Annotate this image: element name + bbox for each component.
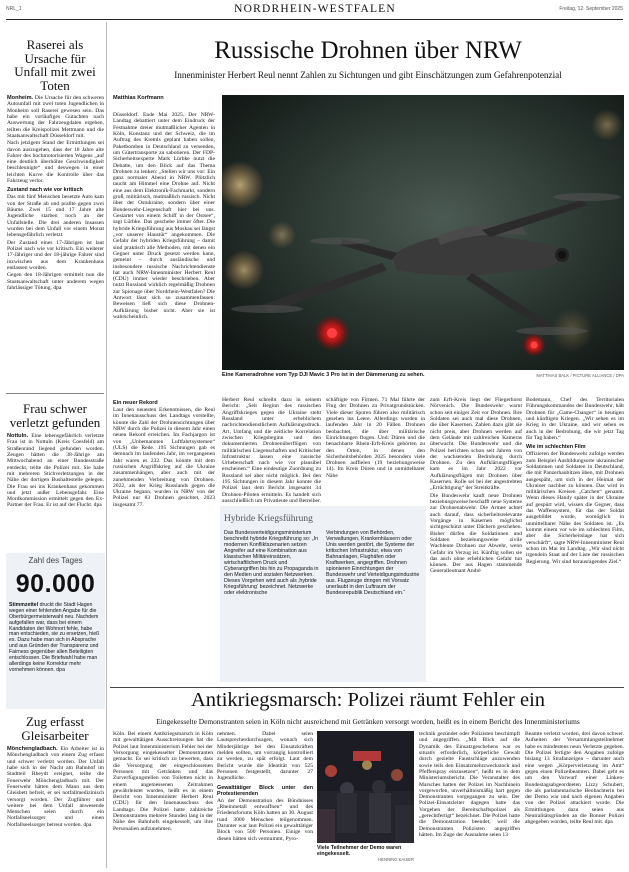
bottom-col-3 bbox=[419, 731, 520, 868]
paragraph: Offizieren der Bundeswehr zufolge werden zum Beispiel Ausbildungsorte ukrainischer Soldatinnen und Soldaten in Deutschland, die mit Panzerhaubitzen üben, mit Drohnen ausgespäht, um sich in der Heimat der Ukrainer nachher zu können. Das wird in militärischen Kreisen „Catchen“ genannt. Wenn dieses Handy später in der Ukraine auf gespürt wird, wissen die Gegner, dass das Waffensystem, für das der Soldat ausgebildet wurde, womöglich in unmittelbarer Nähe des Soldaten ist. „Es kommt einem vor wie im schlechten Film, aber die Sicherheitslage hat sich verschärft“, sagte NRW-Innenminister Reul schon im Mai im Landtag. „Wir sind nicht irgendein Staat auf der Liste der russischen Regierung. Wir sind herausragendes Ziel.“ bbox=[526, 451, 624, 565]
paragraph: Köln. Bei einem Antikriegsmarsch in Köln mit gewalttätigen Ausschreitungen hat die Polizei laut Innenministerium Fehler bei der Versorgung eingekesselter Demonstranten gemacht. Es sei kritisch zu bewerten, dass die Versorgung der eingeschlossenen Personen mit Getränken und das Zurverfügungstellen von Toiletten nicht in einem angemessenen Zeitrahmen gewährleistet wurden, heißt es in einem Bericht von Innenminister Herbert Reul (CDU) für den Innenausschuss des Landtags. Die Polizei hatte zahlreiche Demonstranten mehrere Stunden lang in der Nähe des Bahnhofs eingekesselt, um ihre Personalien aufzunehmen. bbox=[113, 731, 213, 832]
paragraph: Laut den neuesten Erkenntnissen, die Reul im Innenausschuss des Landtags vorstellte, könnte die Zahl der Drohnensichtungen über NRW durch die Polizei in diesem Jahr einen neuen Rekord erreichen. Im Fachjargon ist von „Unbemannten Luftfahrtsystemen“ (ULS) die Rede. 195 Sichtungen gab es demnach im laufenden Jahr, im vergangenen Jahr waren es 232. Das könnte mit dem russischen Angriffskrieg auf die Ukraine zusammenhängen, aber auch mit der zunehmenden Verbreitung von Drohnen. 2022, als der Krieg Russlands gegen die Ukraine begann, wurden in NRW von der Polizei nur 83 Drohnen gesichtet, 2023 insgesamt 77. bbox=[113, 407, 215, 508]
photo-caption: Eine Kameradrohne vom Typ DJI Mavic 3 Pro ist in der Dämmerung zu sehen. bbox=[222, 372, 425, 378]
main-headline: Russische Drohnen über NRW bbox=[214, 37, 522, 64]
issue-date: Freitag, 12. September 2025 bbox=[559, 6, 623, 12]
story-frau-body bbox=[7, 433, 104, 545]
paragraph: nehmen. Dabei seien Lautsprecherdurchsagen, wonach sich Minderjährige bei den Einsatzkräften melden sollten, um vorrangig kontrolliert zu werden, zu spät erfolgt. Laut dem Bericht wurde die Identität von 525 Personen festgestellt, darunter 27 Jugendliche. bbox=[217, 731, 313, 782]
zahl-lead: Stimmzettel bbox=[9, 602, 39, 608]
paragraph: Bodemann, Chef des Territorialen Führungskommandos der Bundeswehr, hält Drohnen für „Game-Changer“ in heutigen und künftigen Kriegen. „Wir sehen es im Krieg in der Ukraine, und wir sehen es auch in der Bedrohung, die wir jetzt Tag für Tag haben.“ bbox=[526, 397, 624, 441]
section-title: NORDRHEIN-WESTFALEN bbox=[234, 3, 396, 15]
demo-image bbox=[317, 731, 414, 843]
zahl-label: Zahl des Tages bbox=[28, 556, 83, 565]
main-col-1b bbox=[113, 397, 215, 682]
main-col-4 bbox=[430, 397, 522, 682]
paragraph: Das mit fünf Menschen besetzte Auto kam von der Straße ab und prallte gegen zwei Bäume. Zwei 15 und 17 Jahre alte Jugendliche starben noch an der Unfallstelle. Die drei anderen Insassen wurden bei dem Unfall vor einem Monat lebensgefährlich verletzt. bbox=[7, 194, 104, 239]
paragraph: Ein Arbeiter ist in Mönchengladbach von einem Zug erfasst und schwer verletzt worden. Der Unfall habe sich in der Nacht am Bahnhof im Stadtteil Rheydt ereignet, teilte die Feuerwehr Mönchengladbach mit. Der Feuerwehr hätten dem Mann aus dem Gleisbett befreit, er sei notfallmedizinisch versorgt worden. Der Zugführer und weitere bei dem Unfall anwesende Menschen seien durch ein Notfallseelsorger und einen Notfallseelsorger betreut worden. dpa bbox=[7, 746, 104, 828]
hybride-col-2 bbox=[326, 530, 423, 680]
dateline: Nottuln. bbox=[7, 433, 29, 439]
paragraph: Düsseldorf. Ende Mai 2025. Der NRW-Landtag debattiert unter dem Eindruck der Festnahme dreier mutmaßlicher Agenten in Köln, Konstanz und der Schweiz, die im Auftrag des Kremls geplant haben sollen, Paketbomben in Deutschland zu versenden, um Gütertransporte zu sabotieren. Der FDP-Sicherheitsexperte Mark Lürbke nutzt die Debatte, um den Blick auf das Thema Drohnen zu lenken: „Stellen wir uns vor: Ein ganz normaler Abend in NRW. Plötzlich taucht am Himmel eine Drohne auf. Nicht eine aus dem Elektronik-Fachmarkt, sondern groß, militärisch, mutmaßlich russisch. Nicht über der Ostukraine, sondern über einer Bundeswehr-Liegenschaft hier bei uns. Gestartet von einem Schiff in der Ostsee“, sagt Lürbke. Das geschehe immer öfter. Die hybride Kriegsführung aus Moskau sei längst „vor unserer Haustür“ angekommen. Die Gefahr der hybriden Kriegsführung – damit sind praktisch alle Methoden, mit denen ein Gegner unter Druck gesetzt werden kann, gemeint – durch ausländische und insbesondere russische Nachrichtendienste hat auch NRW-Innenminister Herbert Reul (CDU) immer wieder beschrieben. Aber nutzt Russland wirklich regelmäßig Drohnen zur Spionage über Nordrhein-Westfalen? Die Antwort lässt sich so zusammenfassen: Beweisen ließ sich diese Drohnen-Aufklärung bisher nicht. Aber sie ist wahrscheinlich. bbox=[113, 112, 215, 320]
dateline: Mönchengladbach. bbox=[7, 746, 58, 752]
paragraph: Nach jetzigem Stand der Ermittlungen sei davon auszugehen, dass der 18 Jahre alte Fahrer des hochmotorisierten Wagens „auf eine deutlich überhöhte Geschwindigkeit beschleunigte“ und deswegen in einer leichten Kurve die Kontrolle über das Fahrzeug verlor. bbox=[7, 140, 104, 185]
zahl-number: 90.000 bbox=[15, 570, 96, 598]
paragraph: Verbindungen von Behörden, Verwaltungen, Krankenhäusern oder Unis werden gestört, die Systeme der kritischen Infrastruktur, etwa von Bahnanlagen, Flughäfen oder Kraftwerken, angegriffen. Drohnen spionieren Einrichtungen der Bundeswehr und Verteidigungsindustrie aus. Flugzeuge dringen mit Vorsatz unerlaubt in den Luftraum der Bundesrepublik Deutschland ein.“ bbox=[326, 530, 420, 596]
bottom-col-4 bbox=[525, 731, 624, 868]
drone-image bbox=[222, 95, 624, 370]
bottom-col-1 bbox=[113, 731, 213, 868]
paragraph: Das Bundesverteidigungsministerium beschreibt hybride Kriegsführung so: „In modernen Konfliktszenarien setzen Angreifer auf eine Kombination aus klassischen Militäreinsätzen, wirtschaftlichem Druck und Cyberangriffen bis hin zu Propaganda in den Medien und sozialen Netzwerken. Dieses Vorgehen wird auch als ‚hybride Kriegsführung‘ bezeichnet. Netzwerke oder elektronische bbox=[224, 530, 319, 596]
paragraph: schäftigte von Firmen. 71 Mal führte der Flug der Drohnen zu Privatgrundstücken. Viele dieser Spuren führen also militärisch gesehen ins Leere. Allerdings wurden in laufenden Jahr in 20 Fällen Drohnen beobachtet, die über militärische Einrichtungen flogen. Und: Düren und die benachbarte Rhein-Erft-Kreis gehörten zu den Orten, in denen den Sicherheitsbehörden 2025 besonders viele Drohnen auffielen (19 beziehungsweise 14). Im Kreis Düren und in unmittelbarer Nähe bbox=[326, 397, 425, 479]
story-zug-body bbox=[7, 746, 104, 864]
paragraph: Herbert Reul schreibt dazu in seinem Bericht: „Seit Beginn des russischen Angriffskrieges gegen die Ukraine steht Russland unter erheblichem nachrichtendienstlichem Aufklärungsdruck. Art, Umfang und die zeitliche Korrelation zwischen Kriegsbeginn und den dokumentierten Drohnenüberflügen von militärischen Liegenschaften und Kritischer Infrastruktur lassen eine russische Urheberschaft nach wie vor plausibel erscheinen.“ Eine eindeutige Zuordnung zu Russland sei aber nicht möglich. Bei den 195 Sichtungen in diesem Jahr konnte die Polizei laut dem Bericht insgesamt 34 Drohnen-Piloten ermitteln. Es handelt sich ausschließlich um Privatleute und Betreiber. bbox=[222, 397, 321, 504]
subheading: Wie im schlechten Film bbox=[526, 444, 586, 451]
main-col-1 bbox=[113, 112, 215, 395]
demo-credit: HENNING KAISER bbox=[378, 857, 414, 862]
main-col-5 bbox=[526, 397, 624, 682]
bottom-subheadline: Eingekesselte Demonstranten seien in Köln nicht ausreichend mit Getränken versorgt worden, heißt es in einem Bericht des Innenministeriums bbox=[156, 717, 580, 726]
paragraph: Der Zustand eines 17-Jährigen ist laut Polizei nach wie vor kritisch. Ein weiterer 17-Jähriger und der 18-jährige Fahrer sind inzwischen aus dem Krankenhaus entlassen worden. bbox=[7, 239, 104, 271]
paragraph: Beamte verletzt worden, drei davon schwer. Aufseiten der Versammlungsteilnehmer habe es mindestens neun Verletzte gegeben. Die Polizei fertigte den Angaben zufolge bislang 13 Strafanzeigen – darunter auch eine wegen „Körperverletzung im Amt“ gegen einen Polizeibeamten. Dabei geht es um den Vorwurf einer Linken-Bundestagsabgeordneten Lizzy Schubert, die als parlamentarische Beobachterin bei der Demo war und nach eigenen Angaben von der Polizei attackiert wurde. Die Ermittlungen dazu seien aus Neutralitätsgründen an die Bonner Polizei abgegeben worden, teilte Reul mit. dpa bbox=[525, 731, 624, 826]
paragraph: druckt die Stadt Hagen wegen einer fehlenden Angabe für die Oberbürgermeisterwahl neu. Nachdem aufgefallen war, dass bei einem Kandidaten der Wohnort fehle, habe man entschieden, sie zu ersetzen, hieß es. Dazu habe man sich in Absprache und aus Gründen der Transparenz und Fairness gegenüber allen Beteiligten entschlossen. Die Briefwahl habe man allerdings keine Korrektur mehr vornehmen können. dpa bbox=[9, 602, 100, 673]
paragraph: An der Demonstration des Bündnisses „Rheinmetall entwaffnen“ und des Friedensforums Köln hatten an 30. August rund 3000 Menschen teilgenommen. Darunter war laut Polizei ein gewalttätiger Block von 500 Personen. Einige von diesen hätten sich vermummt, Pyro- bbox=[217, 797, 313, 842]
left-column-divider bbox=[106, 22, 107, 868]
paragraph: technik gezündet oder Polizisten beschimpft und angegriffen. „Mit Blick auf die Dynamik des Einsatzgeschehens war es situativ erforderlich, körperliche Gewalt durch gezielte Faustschläge anzuwenden sowie teils den Einsatzmehrzweckstock und Pfefferspray einzusetzen“, heißt es in dem Ministeriumsbericht. Die Veranstalter des Marsches hatten der Polizei im Nachhinein vorgeworfen, unverhältnismäßig hart gegen Demonstranten vorgegangen zu sein. Der Polizei-Einsatzleiter dagegen hatte das Vorgehen der Bereitschaftspolizei als „gerechtfertigt“ bezeichnet. Die Polizei hatte die Demonstration beendet, weil die Demonstranten Polizisten angegriffen hätten. Im Zuge der Ausnahme seien 13 bbox=[419, 731, 520, 838]
subheading: Gewalttätiger Block unter den Protestierenden bbox=[217, 784, 313, 797]
paragraph: Gegen den 18-Jährigen ermittelt nun die Staatsanwaltschaft unter anderem wegen fahrlässiger Tötung. dpa bbox=[7, 272, 104, 291]
bottom-col-2 bbox=[217, 731, 313, 868]
story-divider bbox=[6, 393, 104, 394]
header-rule bbox=[6, 19, 623, 20]
main-col-3 bbox=[326, 397, 425, 500]
dateline: Monheim. bbox=[7, 95, 34, 101]
author: Matthias Korfmann bbox=[113, 95, 164, 101]
demo-photo bbox=[317, 731, 414, 843]
bottom-headline: Antikriegsmarsch: Polizei räumt Fehler ein bbox=[190, 689, 546, 711]
hybride-col-1 bbox=[224, 530, 321, 680]
bottom-story-rule bbox=[110, 687, 624, 688]
story-frau-title: Frau schwer verletzt gefunden bbox=[9, 401, 101, 430]
hybride-label: Hybride Kriegsführung bbox=[224, 514, 313, 524]
paragraph: Die Bundeswehr kauft neue Drohnen beziehungsweise beschafft neue Systeme zur Drohnenabwehr. Die Armee achtet auch darauf, dass sicherheitsrelevante Vorgänge in Kasernen möglichst sichtgeschützt unter Dächern geschehen. Bisher dürfen die Soldatinnen und Soldaten beziehungsweise zivile Wachleute Drohnen zur Abwehr, wenn Gefahr im Verzug ist. Künftig sollen sie das auch ohne erheblichen Gefahr tun können. Der aus Hagen stammende Generalleutnant André bbox=[430, 492, 523, 575]
paragraph: zum Erft-Kreis liegt der Fliegerhorst Nörvenich. Die Bundeswehr warnt schon seit einiger Zeit vor Drohnen. Ihre Soldaten sei auch mal diese Drohnen, die über Kasernen. Zahlen dazu gibt sie nicht preis, aber Drohnen werden auf dem Gelände mit zahlreichen Kameras überwacht. Die Bundeswehr und die Polizei berichten schon seit Jahren von der wachsenden Bedrohung durch Drohnen. Zu den Aufklärungsflügen kam es im Jahr 2022 vor Aufklärungsflügen mit Drohnen über Kasernen. Rolle sei bei der angestrebten „Ertüchtigung“ der Streitkräfte. bbox=[430, 397, 522, 492]
story-raserei-title: Raserei als Ursache für Unfall mit zwei Toten bbox=[14, 37, 96, 93]
page-code: NRL_1 bbox=[6, 6, 22, 12]
story-zug-title: Zug erfasst Gleisarbeiter bbox=[21, 714, 89, 743]
drone-photo bbox=[222, 95, 624, 370]
demo-caption: Viele Teilnehmer der Demo waren eingekesselt. bbox=[317, 845, 402, 857]
main-col-2 bbox=[222, 397, 321, 504]
main-subheadline: Innenminister Herbert Reul nennt Zahlen zu Sichtungen und gibt Einschätzungen zum Gefahrenpotenzial bbox=[174, 70, 562, 80]
paragraph: Die Ursache für den schweren Autounfall mit zwei toten Jugendlichen in Monheim soll Raserei gewesen sein. Das habe ein vorläufiges Gutachten nach Auswertung der Fahrzeugdaten ergeben, teilten die Kreispolizei Mettmann und die Staatsanwaltschaft Düsseldorf mit. bbox=[7, 95, 105, 139]
photo-credit: MATTHIAS BALK / PICTURE ALLIANCE / DPA bbox=[536, 373, 624, 378]
paragraph: Eine lebensgefährlich verletzte Frau ist in Nottuln (Kreis Coesfeld) am Straßenrand liegend gefunden worden. Zeugen hätten die 38-Jährige am Mittwochabend an einer Bundesstraße entdeckt, teilte die Polizei mit. Sie habe mit mehreren Stichverletzungen in der Nähe der dortigen Bushaltestelle gelegen. Die Frau sei ins Krankenhaus gekommen und jetzt außer Lebensgefahr. Eine Mordkommission ermittelt gegen den Ex-Partner der Frau. Er ist auf der Flucht. dpa bbox=[7, 433, 104, 509]
story-raserei-body bbox=[7, 95, 104, 390]
subheading: Zustand nach wie vor kritisch bbox=[7, 187, 83, 194]
subheading: Ein neuer Rekord bbox=[113, 400, 158, 406]
zahl-text bbox=[9, 603, 103, 707]
